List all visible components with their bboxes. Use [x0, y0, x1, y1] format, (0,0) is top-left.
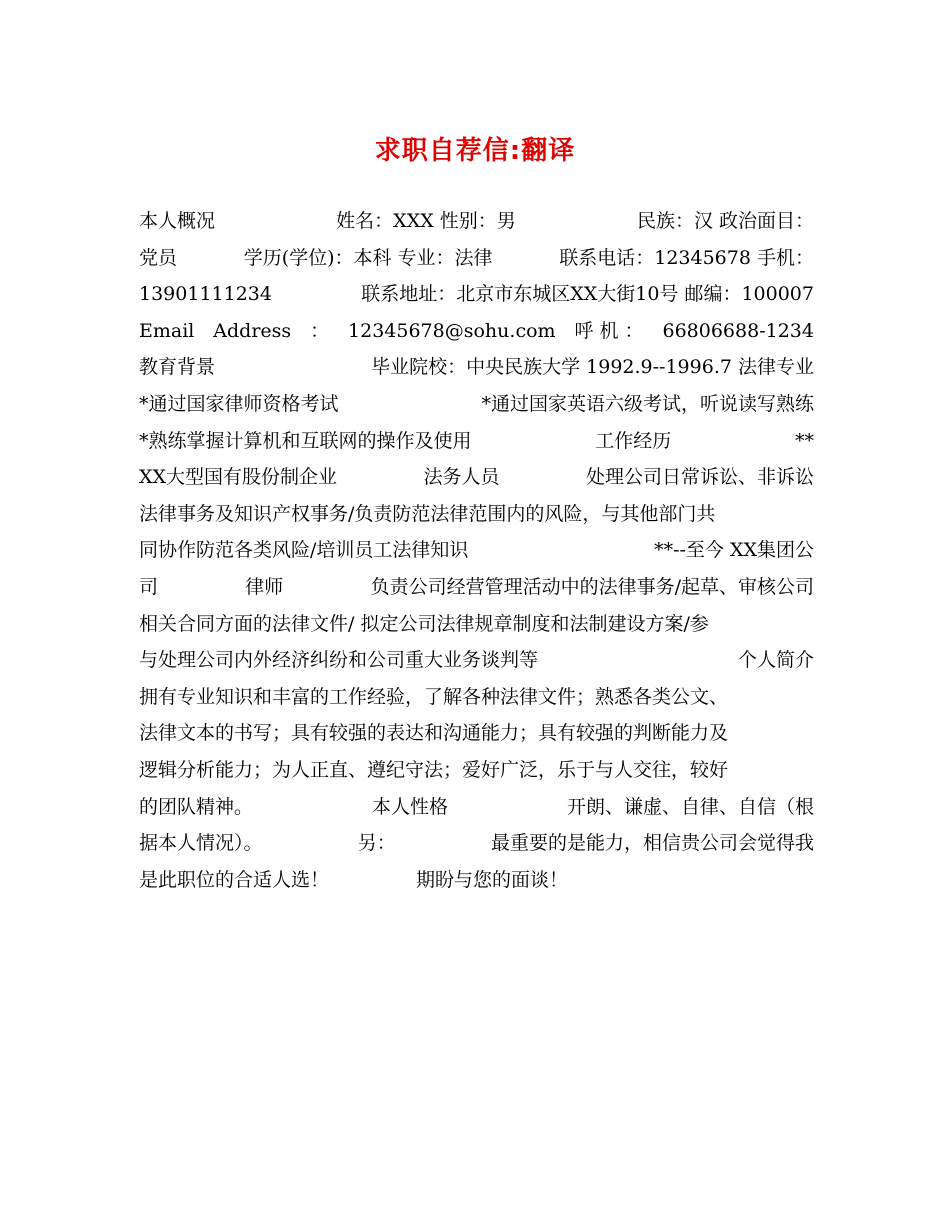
text-segment: 的团队精神。: [139, 795, 254, 818]
text-line: [139, 715, 814, 752]
text-segment: 66806688-1234: [662, 319, 814, 342]
text-segment: 12345678@sohu.com: [348, 319, 556, 342]
text-segment: Email: [139, 319, 195, 342]
text-line: [139, 532, 814, 569]
text-segment: ：: [310, 319, 330, 342]
text-line: [139, 825, 814, 862]
text-segment: 另：: [357, 832, 396, 855]
text-segment: 律师: [245, 575, 284, 598]
text-line: [139, 423, 814, 460]
text-line: [139, 679, 814, 716]
text-segment: 最重要的是能力，相信贵公司会觉得我: [490, 832, 814, 855]
text-line: [139, 276, 814, 313]
text-segment: 联系电话：12345678 手机：: [559, 246, 814, 269]
text-segment: *通过国家英语六级考试，听说读写熟练: [481, 392, 814, 415]
text-segment: 本人概况: [139, 210, 216, 232]
document-body: [139, 203, 814, 898]
text-segment: **: [795, 429, 814, 452]
text-line: [139, 459, 814, 496]
text-segment: 法律文本的书写；具有较强的表达和沟通能力；具有较强的判断能力及: [139, 722, 729, 745]
text-segment: 13901111234: [139, 283, 272, 306]
document-title: 求职自荐信:翻译: [374, 136, 576, 166]
text-segment: 个人简介: [737, 649, 814, 672]
text-segment: 开朗、谦虚、自律、自信（根: [566, 795, 814, 818]
text-segment: 联系地址：北京市东城区XX大街10号 邮编：100007: [361, 283, 814, 306]
text-segment: 相关合同方面的法律文件/ 拟定公司法律规章制度和法制建设方案/参: [139, 612, 709, 635]
text-segment: XX大型国有股份制企业: [139, 466, 338, 489]
text-line: [139, 386, 814, 423]
text-segment: 民族：汉 政治面目：: [636, 210, 814, 232]
text-segment: Address: [213, 319, 292, 342]
text-line: [139, 606, 814, 643]
text-segment: 党员: [139, 246, 178, 269]
text-segment: *通过国家律师资格考试: [139, 392, 339, 415]
text-segment: 法律事务及知识产权事务/负责防范法律范围内的风险，与其他部门共: [139, 502, 716, 525]
text-line: [139, 569, 814, 606]
text-segment: *熟练掌握计算机和互联网的操作及使用: [139, 429, 472, 452]
text-segment: 呼 机 ：: [574, 319, 644, 342]
text-segment: 期盼与您的面谈！: [416, 868, 569, 891]
text-line: [139, 642, 814, 679]
text-segment: 负责公司经营管理活动中的法律事务/起草、审核公司: [370, 575, 814, 598]
text-segment: 司: [139, 575, 159, 598]
text-segment: 工作经历: [595, 429, 672, 452]
text-line: [139, 313, 814, 350]
text-segment: 姓名：XXX 性别：男: [336, 210, 516, 232]
text-segment: 同协作防范各类风险/培训员工法律知识: [139, 539, 469, 562]
text-segment: 法务人员: [423, 466, 500, 489]
text-segment: 与处理公司内外经济纠纷和公司重大业务谈判等: [139, 649, 539, 672]
text-segment: 学历(学位)：本科 专业：法律: [243, 246, 493, 269]
text-segment: 据本人情况）。: [139, 832, 263, 855]
text-segment: 教育背景: [139, 356, 216, 379]
text-line: [139, 240, 814, 277]
text-line: [139, 203, 814, 240]
text-line: [139, 862, 814, 899]
text-line: [139, 349, 814, 386]
text-segment: 本人性格: [371, 795, 448, 818]
text-segment: **--至今 XX集团公: [654, 539, 814, 562]
text-segment: 逻辑分析能力；为人正直、遵纪守法；爱好广泛，乐于与人交往，较好: [139, 758, 729, 781]
text-line: [139, 496, 814, 533]
text-line: [139, 752, 814, 789]
text-segment: 毕业院校：中央民族大学 1992.9--1996.7 法律专业: [371, 356, 814, 379]
text-segment: 是此职位的合适人选！: [139, 868, 330, 891]
text-segment: 拥有专业知识和丰富的工作经验，了解各种法律文件；熟悉各类公文、: [139, 685, 729, 708]
text-segment: 处理公司日常诉讼、非诉讼: [585, 466, 814, 489]
text-line: [139, 789, 814, 826]
